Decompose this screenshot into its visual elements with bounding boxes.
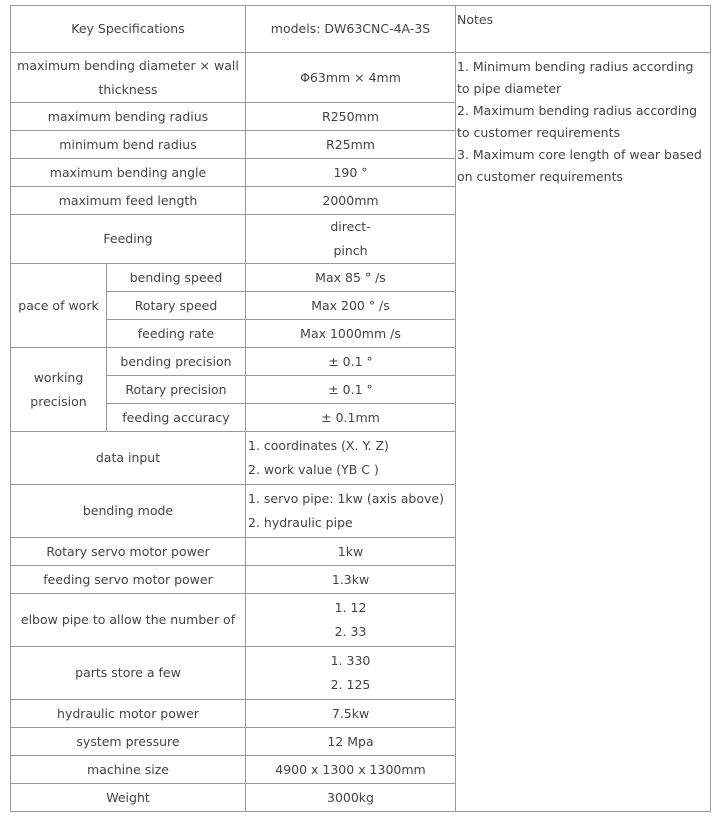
spec-label: maximum bending diameter × wall thickness (11, 53, 246, 103)
spec-label: Weight (11, 784, 246, 812)
spec-value: 1.3kw (246, 566, 456, 594)
spec-label: maximum bending radius (11, 103, 246, 131)
spec-label: Feeding (11, 215, 246, 264)
spec-value: 190 ° (246, 159, 456, 187)
spec-value: ± 0.1mm (246, 404, 456, 432)
spec-label: parts store a few (11, 647, 246, 700)
header-key-specifications: Key Specifications (11, 6, 246, 53)
value-line: 1. 330 (330, 653, 371, 668)
spec-label: Rotary servo motor power (11, 538, 246, 566)
spec-label: data input (11, 432, 246, 485)
group-label-working-precision: working precision (11, 348, 107, 432)
spec-label: Rotary precision (107, 376, 246, 404)
specifications-table (10, 5, 711, 812)
spec-value (246, 432, 456, 485)
spec-label: minimum bend radius (11, 131, 246, 159)
spec-label: feeding servo motor power (11, 566, 246, 594)
spec-label: hydraulic motor power (11, 700, 246, 728)
header-row (11, 6, 711, 53)
note-item: 2. Maximum bending radius according to customer requirements (457, 103, 698, 140)
spec-label: system pressure (11, 728, 246, 756)
spec-value: R250mm (246, 103, 456, 131)
spec-label: Rotary speed (107, 292, 246, 320)
value-line: 2. work value (YB C ) (248, 462, 379, 477)
spec-value: 3000kg (246, 784, 456, 812)
spec-value: ± 0.1 ° (246, 348, 456, 376)
spec-value (246, 485, 456, 538)
spec-value: 4900 x 1300 x 1300mm (246, 756, 456, 784)
spec-label: elbow pipe to allow the number of (11, 594, 246, 647)
table-row (11, 53, 711, 103)
spec-value: Max 200 ° /s (246, 292, 456, 320)
value-line: 1. servo pipe: 1kw (axis above) (248, 491, 444, 506)
spec-value: Φ63mm × 4mm (246, 53, 456, 103)
spec-value: 12 Mpa (246, 728, 456, 756)
note-item: 3. Maximum core length of wear based on customer requirements (457, 147, 702, 184)
value-line: 1. coordinates (X. Y. Z) (248, 438, 389, 453)
header-notes: Notes (456, 6, 711, 53)
value-line: 1. 12 (334, 600, 367, 615)
spec-value: Max 85 ° /s (246, 264, 456, 292)
spec-value (246, 215, 456, 264)
value-line: direct- (330, 219, 371, 234)
value-line: 2. 125 (330, 677, 371, 692)
spec-value (246, 647, 456, 700)
spec-label: maximum bending angle (11, 159, 246, 187)
spec-label: bending mode (11, 485, 246, 538)
group-label-pace-of-work: pace of work (11, 264, 107, 348)
spec-label: feeding rate (107, 320, 246, 348)
spec-value: 2000mm (246, 187, 456, 215)
spec-label: machine size (11, 756, 246, 784)
spec-value: 7.5kw (246, 700, 456, 728)
spec-value: ± 0.1 ° (246, 376, 456, 404)
spec-value (246, 594, 456, 647)
spec-value: R25mm (246, 131, 456, 159)
value-line: 2. hydraulic pipe (248, 515, 353, 530)
value-line: pinch (333, 243, 368, 258)
spec-label: maximum feed length (11, 187, 246, 215)
spec-label: feeding accuracy (107, 404, 246, 432)
spec-label: bending speed (107, 264, 246, 292)
note-item: 1. Minimum bending radius according to pipe diameter (457, 59, 694, 96)
value-line: 2. 33 (334, 624, 367, 639)
spec-value: 1kw (246, 538, 456, 566)
notes-list (456, 53, 711, 812)
spec-label: bending precision (107, 348, 246, 376)
spec-value: Max 1000mm /s (246, 320, 456, 348)
header-model: models: DW63CNC-4A-3S (246, 6, 456, 53)
